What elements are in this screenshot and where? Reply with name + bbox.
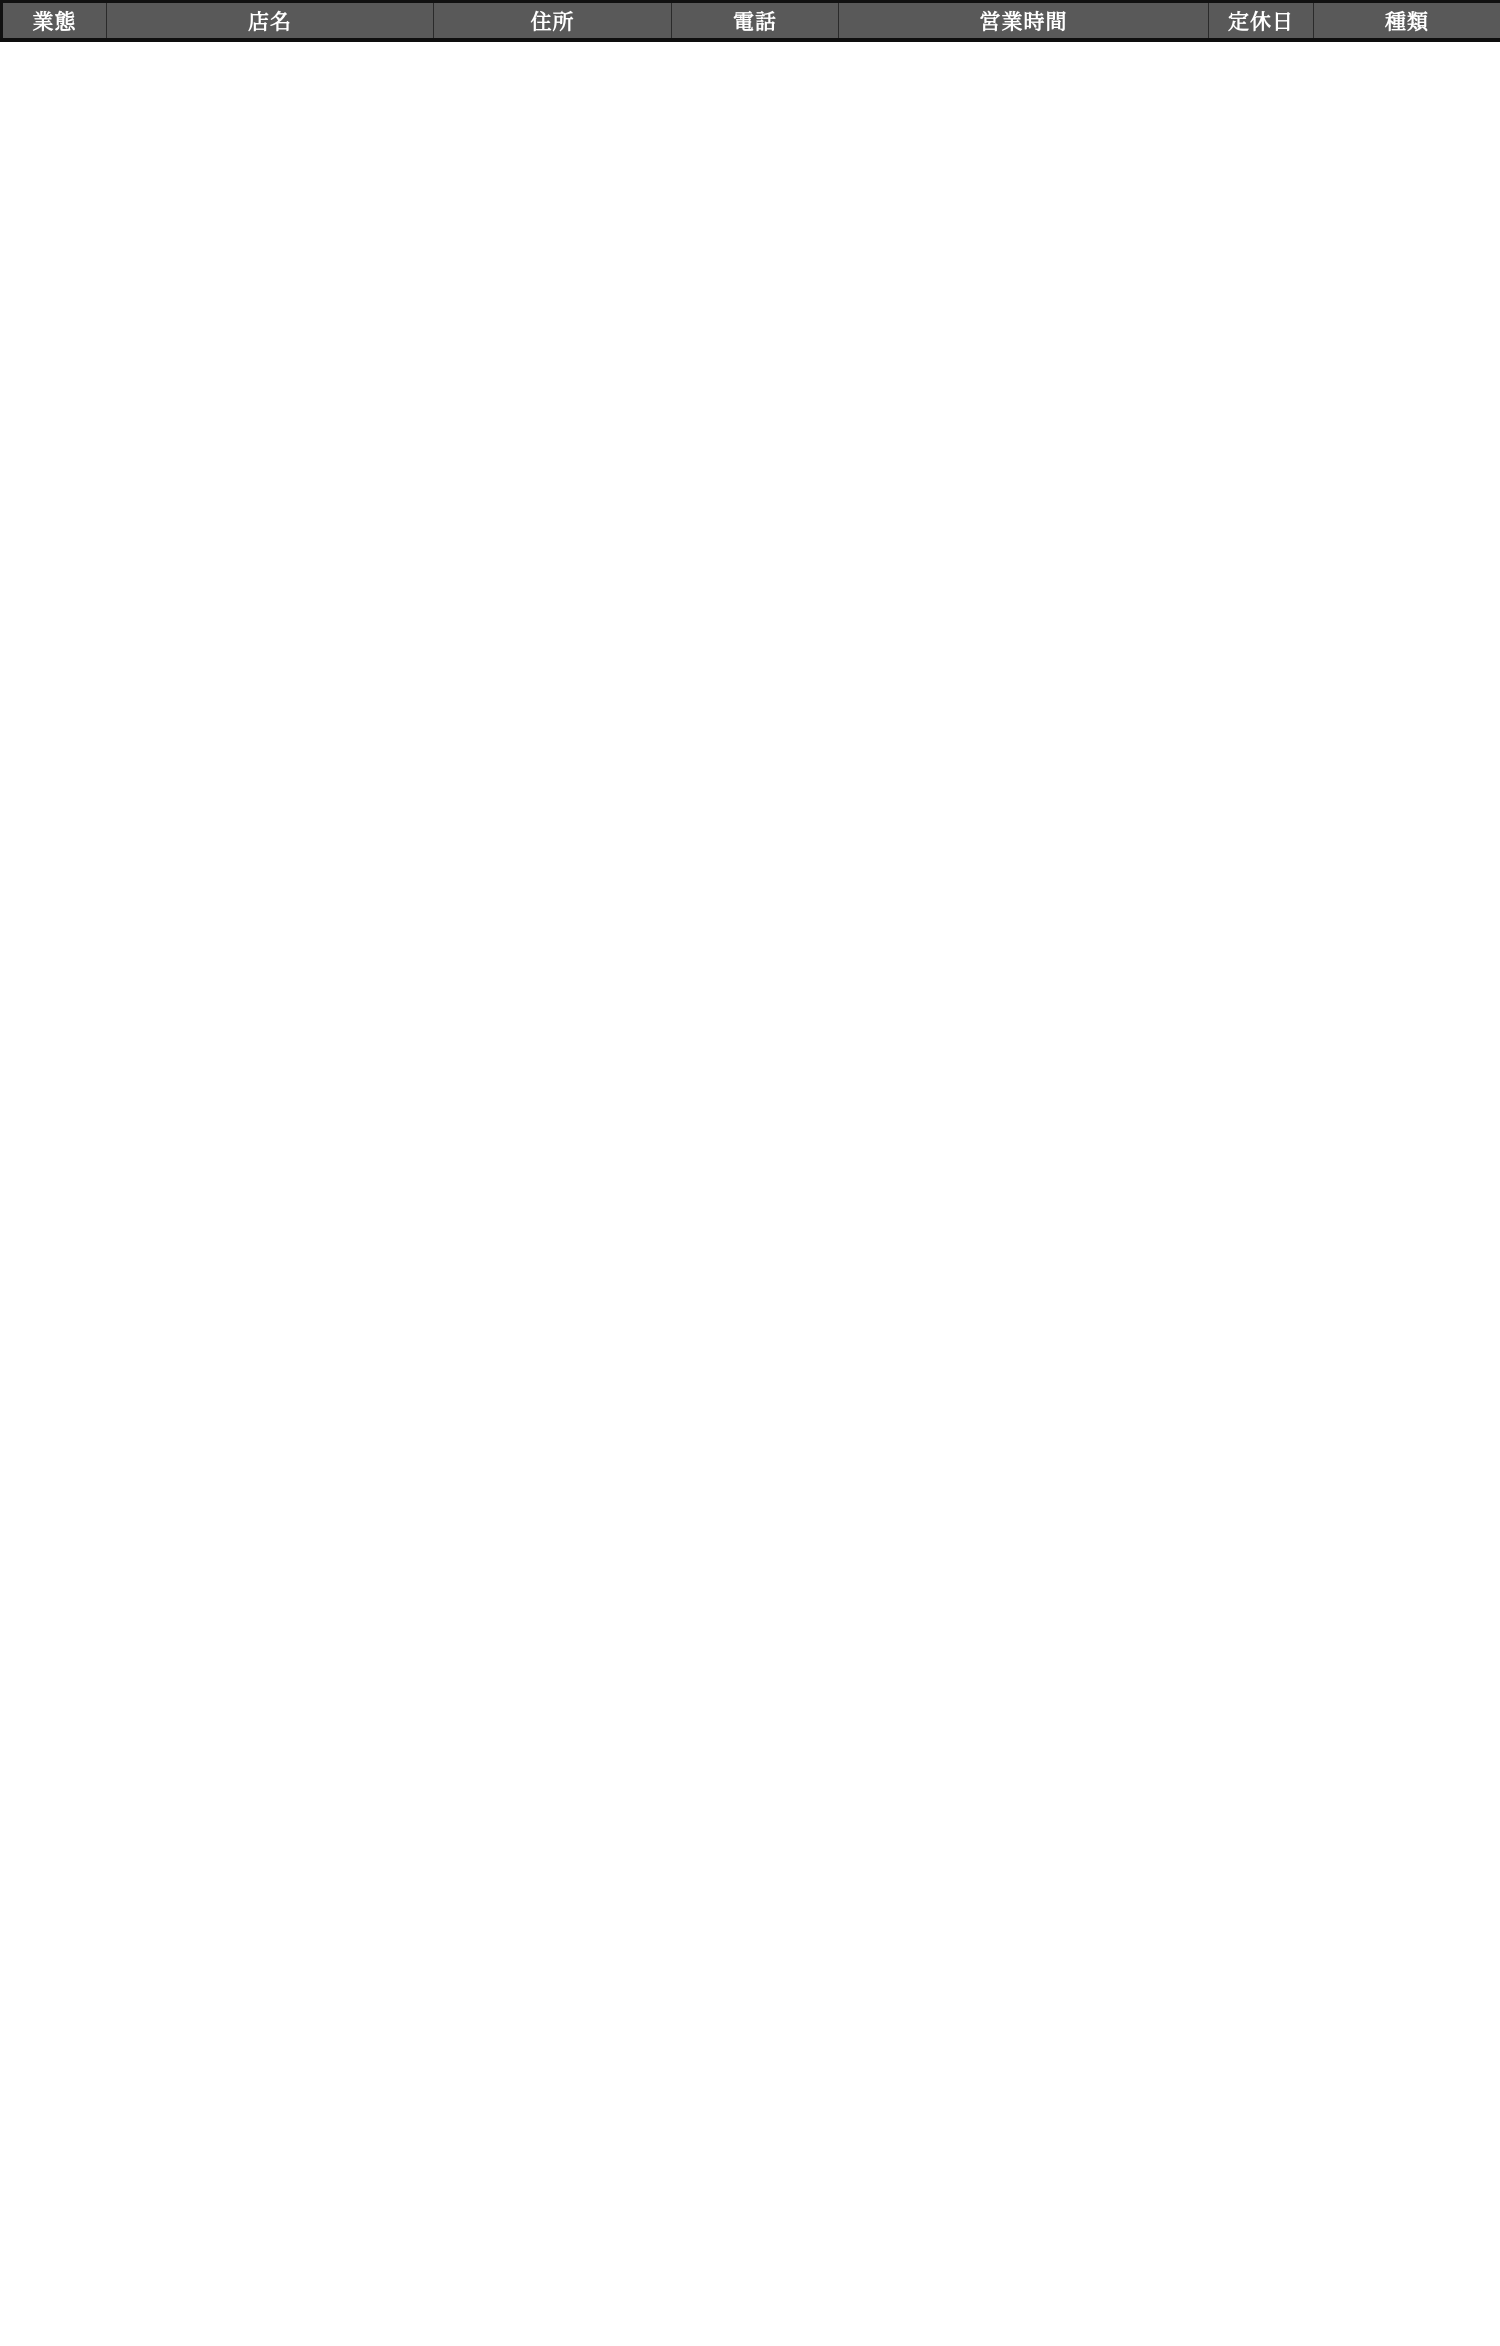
header-row [2,2,1500,41]
header-shop-name: 店名 [107,2,434,41]
header-business-type: 業態 [2,2,107,41]
header-kind: 種類 [1314,2,1500,41]
header-holiday: 定休日 [1209,2,1314,41]
header-phone: 電話 [672,2,839,41]
header-business-hours: 営業時間 [839,2,1209,41]
shop-table [0,0,1500,42]
header-address: 住所 [434,2,672,41]
table-header [2,2,1500,41]
restaurant-list-table [0,0,1500,42]
